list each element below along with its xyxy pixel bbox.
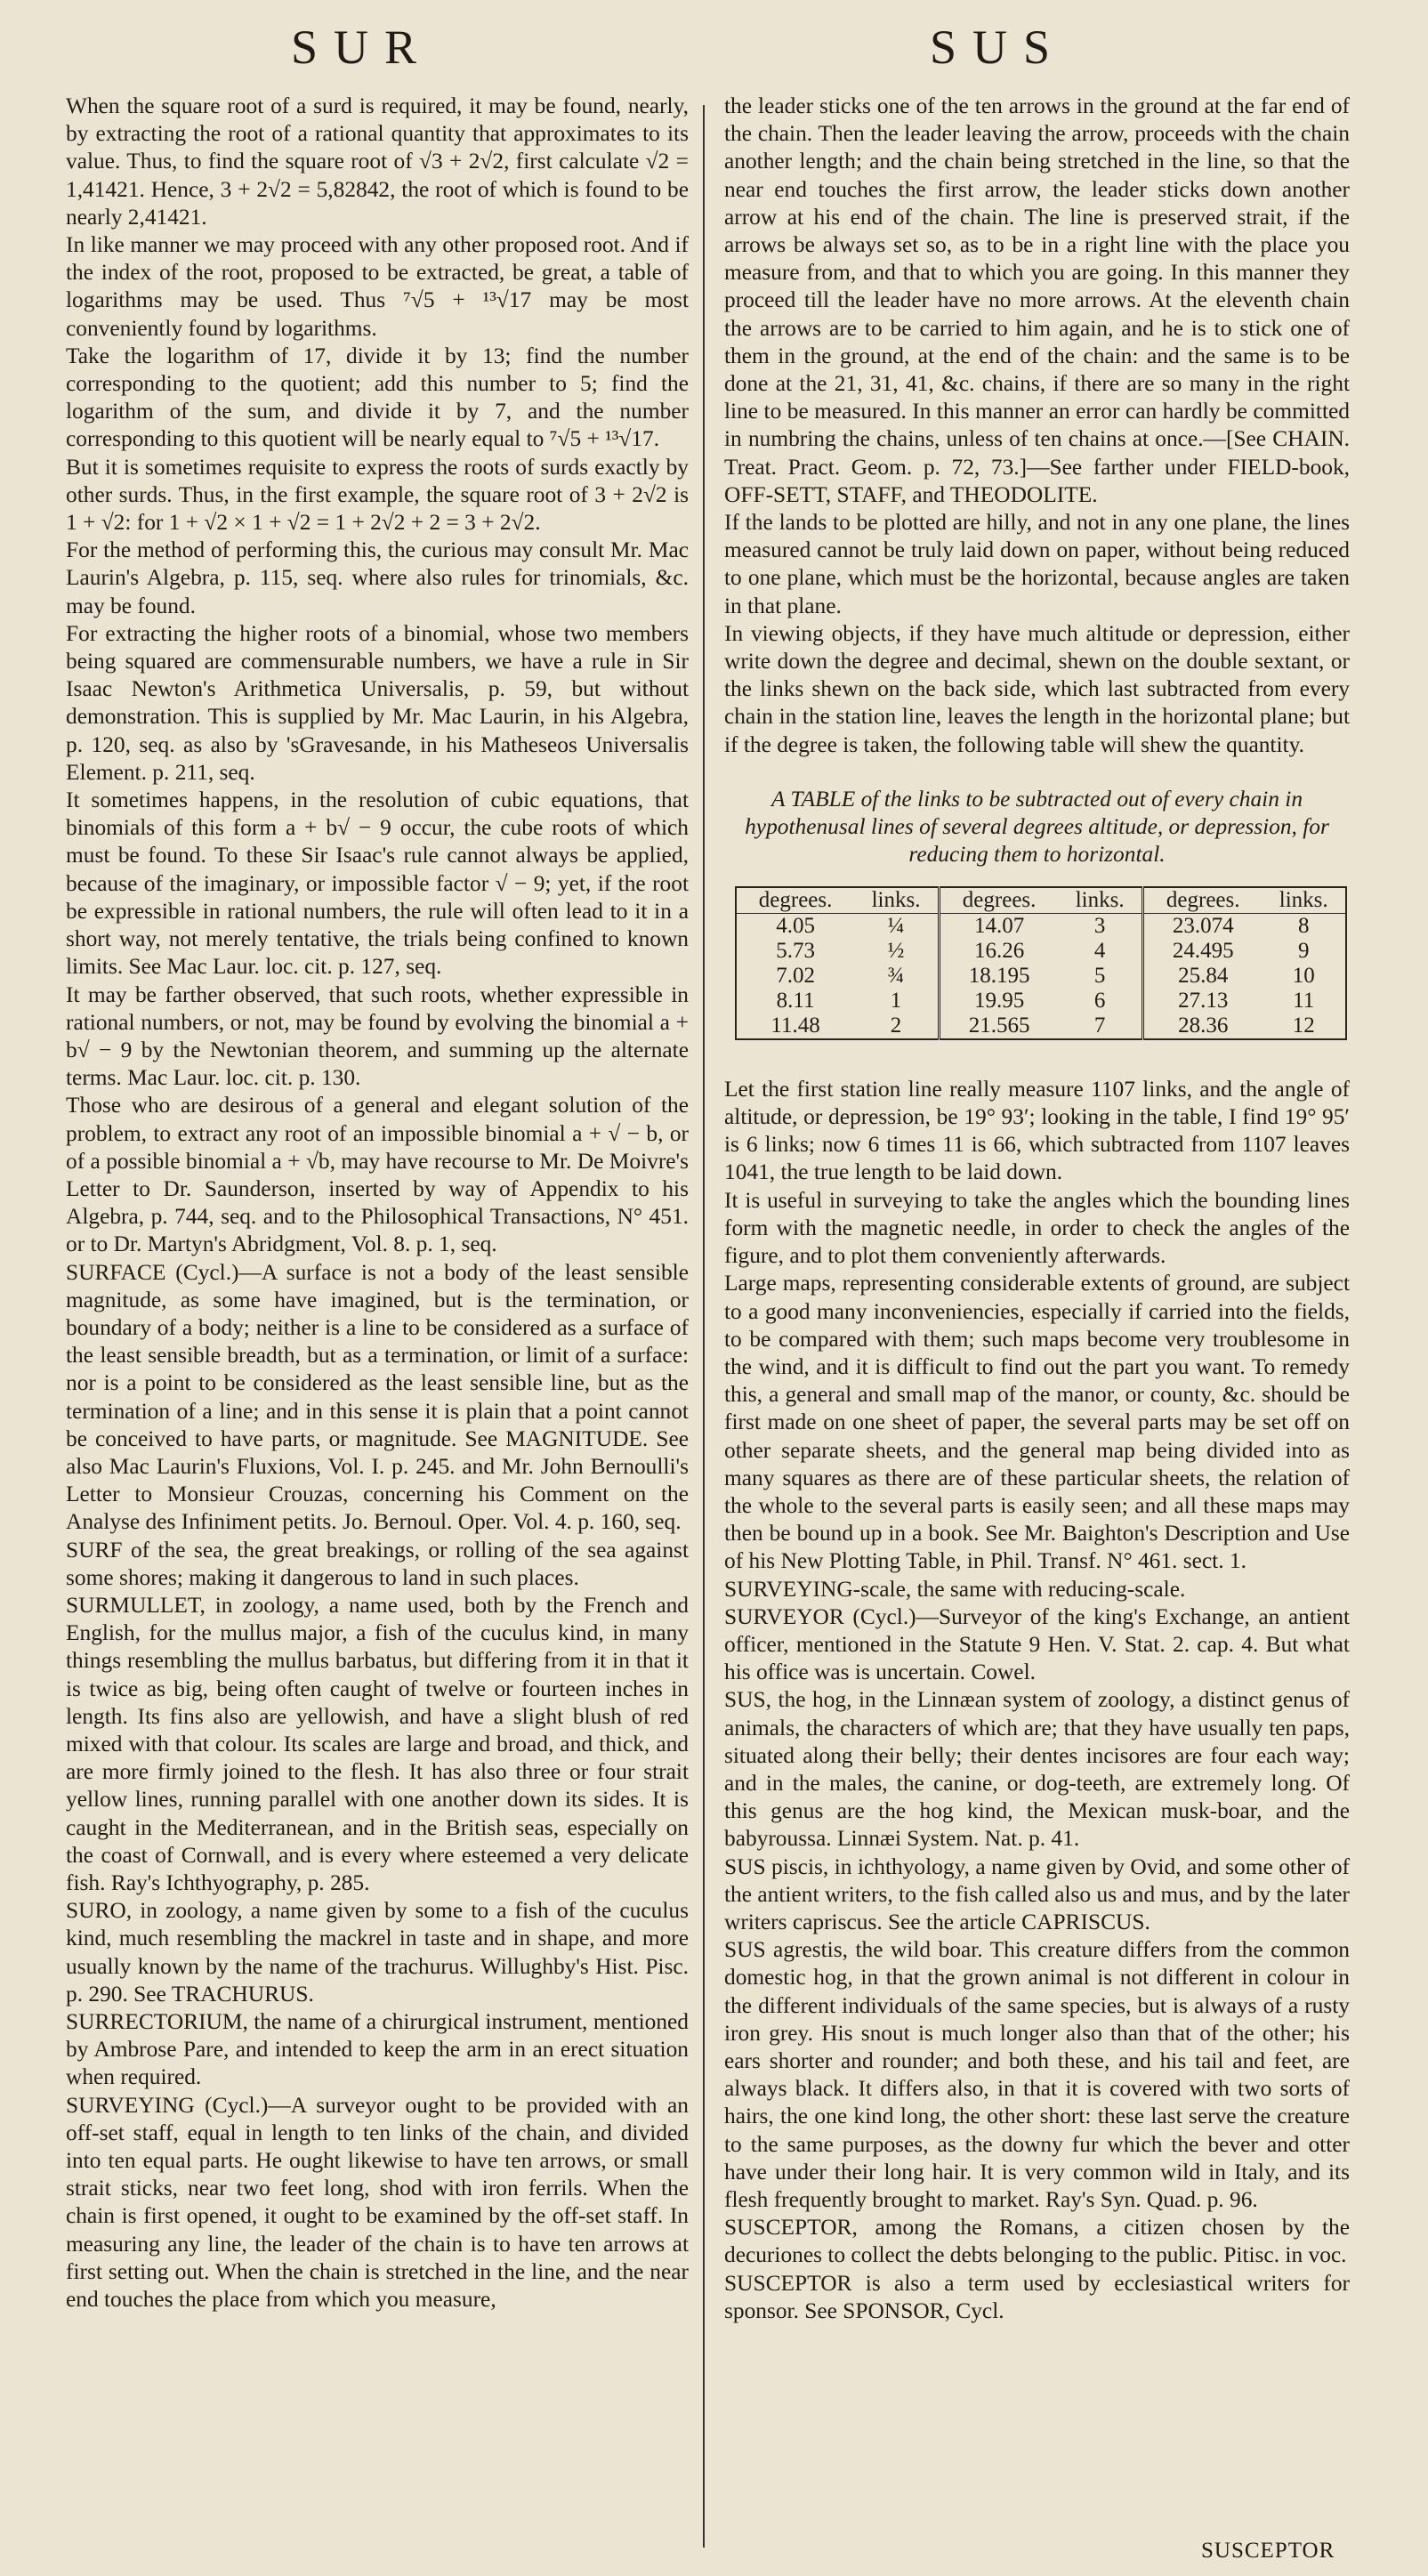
table-cell: 2 <box>890 1013 902 1038</box>
paragraph: Take the logarithm of 17, divide it by 13; find the number corresponding to the quotient; add this number to 5; find the logarithm of the sum, and divide it by 7, and the number corresponding to this quotient will be nearly equal to ⁷√5 + ¹³√17. <box>66 343 689 452</box>
table-cell: 23.074 <box>1143 913 1263 939</box>
table-row <box>736 939 1346 964</box>
table-cell: 25.84 <box>1143 964 1263 989</box>
table-cell: 1 <box>890 988 902 1013</box>
links-table <box>735 886 1347 1040</box>
table-cell: 12 <box>1292 1013 1315 1038</box>
table-header: links. <box>854 887 939 914</box>
paragraph: Large maps, representing considerable extents of ground, are subject to a good many inconveniencies, especially if carried into the fields, to be compared with them; such maps become very troublesome in the wind, and it is difficult to find out the part you want. To remedy this, a general and small map of the manor, or county, &c. should be first made on one sheet of paper, the several parts may be set off on other separate sheets, and the general map being divided into as many squares as there are of these particular sheets, the relation of the whole to the several parts is easily seen; and all these maps may then be bound up in a book. See Mr. Baighton's Description and Use of his New Plotting Table, in Phil. Transf. N° 461. sect. 1. <box>724 1271 1350 1574</box>
table-cell: 28.36 <box>1143 1013 1263 1039</box>
table-cell: 6 <box>1093 988 1106 1013</box>
table-cell: ¼ <box>887 913 905 938</box>
entry-surveying-scale: SURVEYING-scale, the same with reducing-scale. <box>724 1576 1186 1602</box>
header-right: SUS <box>930 20 1067 74</box>
paragraph: It is useful in surveying to take the angles which the bounding lines form with the magnetic needle, in order to check the angles of the figure, and to plot them conveniently afterwards. <box>724 1187 1350 1269</box>
table-cell: 19.95 <box>939 989 1058 1013</box>
table-cell: 10 <box>1292 963 1315 988</box>
table-cell: 7 <box>1093 1013 1106 1038</box>
table-cell: 8 <box>1297 913 1310 938</box>
paragraph: It sometimes happens, in the resolution of cubic equations, that binomials of this form a + b√ − 9 occur, the cube roots of which must be found. To these Sir Isaac's rule cannot always be applied, because of the imaginary, or impossible factor √ − 9; yet, if the root be expressible in rational numbers, the rule will often lead to it in a short way, not merely tentative, the trials being confined to known limits. See Mac Laur. loc. cit. p. 127, seq. <box>66 787 689 980</box>
table-cell: 27.13 <box>1143 989 1263 1013</box>
catchword: SUSCEPTOR <box>1201 2539 1335 2563</box>
entry-sus-piscis: SUS piscis, in ichthyology, a name given by Ovid, and some other of the antient writers, to the fish called also us and mus, and by the later writers capriscus. See the article CAPRISCUS. <box>724 1853 1350 1934</box>
entry-susceptor-2: SUSCEPTOR is also a term used by ecclesiastical writers for sponsor. See SPONSOR, Cycl. <box>724 2270 1350 2323</box>
paragraph: Those who are desirous of a general and elegant solution of the problem, to extract any root of an impossible binomial a + √ − b, or of a possible binomial a + √b, may have recourse to Mr. De Moivre's Letter to Dr. Saunderson, inserted by way of Appendix to his Algebra, p. 744, seq. and to the Philosophical Transactions, N° 451. or to Dr. Martyn's Abridgment, Vol. 8. p. 1, seq. <box>66 1093 689 1257</box>
entry-surmullet: SURMULLET, in zoology, a name used, both by the French and English, for the mullus major, a fish of the cuculus kind, in many things resembling the mullus barbatus, but differing from it in that it is twice as big, being often caught of twelve or fourteen inches in length. Its fins also are yellowish, and have a slight blush of red mixed with that colour. Its scales are large and broad, and thick, and are more firmly joined to the flesh. It has also three or four strait yellow lines, running parallel with one another down its sides. It is caught in the Mediterranean, and in the British seas, especially on the coast of Cornwall, and is every where esteemed a very delicate fish. Ray's Ichthyography, p. 285. <box>66 1592 689 1895</box>
entry-surveyor: SURVEYOR (Cycl.)—Surveyor of the king's Exchange, an antient officer, mentioned in the Statute 9 Hen. V. Stat. 2. cap. 4. But what his office was is uncertain. Cowel. <box>724 1603 1350 1685</box>
table-row <box>736 964 1346 989</box>
paragraph: For extracting the higher roots of a binomial, whose two members being squared are commensurable numbers, we have a rule in Sir Isaac Newton's Arithmetica Universalis, p. 59, but without demonstration. This is supplied by Mr. Mac Laurin, in his Algebra, p. 120, seq. as also by 'sGravesande, in his Matheseos Universalis Element. p. 211, seq. <box>66 620 689 785</box>
paragraph: But it is sometimes requisite to express the roots of surds exactly by other surds. Thus, in the first example, the square root of 3 + 2√2 is 1 + √2: for 1 + √2 × 1 + √2 = 1 + 2√2 + 2 = 3 + 2√2. <box>66 454 689 536</box>
entry-surrectorium: SURRECTORIUM, the name of a chirurgical instrument, mentioned by Ambrose Pare, and intended to keep the arm in an erect situation when required. <box>66 2009 689 2090</box>
table-row <box>736 1013 1346 1039</box>
table-cell: 11 <box>1293 988 1315 1013</box>
table-cell: 18.195 <box>939 964 1058 989</box>
paragraph: When the square root of a surd is required, it may be found, nearly, by extracting the root of a rational quantity that approximates to its value. Thus, to find the square root of √3 + 2√2, first calculate √2 = 1,41421. Hence, 3 + 2√2 = 5,82842, the root of which is found to be nearly 2,41421. <box>66 93 689 230</box>
header-left: SUR <box>291 20 433 74</box>
table-cell: 5 <box>1093 963 1106 988</box>
paragraph: the leader sticks one of the ten arrows in the ground at the far end of the chain. Then the leader leaving the arrow, proceeds with the chain another length; and the chain being stretched in the line, so that the near end touches the first arrow, the leader sticks down another arrow at his end of the chain. The line is preserved strait, if the arrows be always set so, as to be in a right line with the place you measure from, and that to which you are going. In this manner they proceed till the leader have no more arrows. At the eleventh chain the arrows are to be carried to him again, and he is to stick one of them in the ground, at the end of the chain: and the same is to be done at the 21, 31, 41, &c. chains, if there are so many in the right line to be measured. In this manner an error can hardly be committed in numbring the chains, unless of ten chains at once.—[See CHAIN. Treat. Pract. Geom. p. 72, 73.]—See farther under FIELD-book, OFF-SETT, STAFF, and THEODOLITE. <box>724 93 1350 507</box>
entry-surface: SURFACE (Cycl.)—A surface is not a body of the least sensible magnitude, as some have imagined, but is the termination, or boundary of a body; neither is a line to be considered as a surface of the least sensible breadth, but as a termination, or limit of a surface: nor is a point to be considered as the least sensible line, but as the termination of a line; and in this sense it is plain that a point cannot be conceived to have parts, or magnitude. See MAGNITUDE. See also Mac Laurin's Fluxions, Vol. I. p. 245. and Mr. John Bernoulli's Letter to Monsieur Crouzas, concerning his Comment on the Analyse des Infiniment petits. Jo. Bernoul. Oper. Vol. 4. p. 160, seq. <box>66 1259 689 1535</box>
column-divider <box>703 105 705 2548</box>
paragraph: In like manner we may proceed with any other proposed root. And if the index of the root, proposed to be extracted, be great, a table of logarithms may be used. Thus ⁷√5 + ¹³√17 may be most conveniently found by logarithms. <box>66 232 689 341</box>
table-cell: 4.05 <box>776 913 815 938</box>
table-cell: 9 <box>1297 938 1310 963</box>
table-cell: 3 <box>1093 913 1106 938</box>
paragraph: For the method of performing this, the curious may consult Mr. Mac Laurin's Algebra, p. 115, seq. where also rules for trinomials, &c. may be found. <box>66 537 689 618</box>
table-cell: 24.495 <box>1143 939 1263 964</box>
paragraph: If the lands to be plotted are hilly, and not in any one plane, the lines measured cannot be truly laid down on paper, without being reduced to one plane, which must be the horizontal, because angles are taken in that plane. <box>724 510 1350 618</box>
table-header-row <box>736 887 1346 914</box>
table-cell: 4 <box>1093 938 1106 963</box>
right-column <box>724 93 1350 2325</box>
table-caption: A TABLE of the links to be subtracted out of every chain in hypothenusal lines of several degrees altitude, or depression, for reducing them to horizontal. <box>745 786 1329 867</box>
entry-surf: SURF of the sea, the great breakings, or rolling of the sea against some shores; making it dangerous to land in such places. <box>66 1537 689 1590</box>
table-cell: ¾ <box>887 963 905 988</box>
entry-surveying: SURVEYING (Cycl.)—A surveyor ought to be provided with an off-set staff, equal in length to ten links of the chain, and divided into ten equal parts. He ought likewise to have ten arrows, or small strait sticks, near two feet long, shod with iron ferrils. When the chain is first opened, it ought to be examined by the off-set staff. In measuring any line, the leader of the chain is to have ten arrows at first setting out. When the chain is stretched in the line, and the near end touches the place from which you measure, <box>66 2092 689 2313</box>
table-cell: 14.07 <box>939 913 1058 939</box>
table-header: degrees. <box>736 887 854 914</box>
table-cell: 8.11 <box>776 988 815 1013</box>
table-header: links. <box>1262 887 1346 914</box>
table-row <box>736 989 1346 1013</box>
running-header <box>0 20 1428 82</box>
table-header: degrees. <box>1143 887 1263 914</box>
table-cell: 7.02 <box>776 963 815 988</box>
table-header: links. <box>1058 887 1142 914</box>
table-cell: ½ <box>887 938 905 963</box>
table-header: degrees. <box>939 887 1058 914</box>
entry-susceptor: SUSCEPTOR, among the Romans, a citizen chosen by the decuriones to collect the debts belonging to the public. Pitisc. in voc. <box>724 2215 1350 2268</box>
paragraph: In viewing objects, if they have much altitude or depression, either write down the degree and decimal, shewn on the double sextant, or the links shewn on the back side, which last subtracted from every chain in the station line, leaves the length in the horizontal plane; but if the degree is taken, the following table will shew the quantity. <box>724 620 1350 757</box>
table-row <box>736 913 1346 939</box>
table-cell: 16.26 <box>939 939 1058 964</box>
left-column <box>66 93 689 2314</box>
table-cell: 5.73 <box>776 938 815 963</box>
entry-sus-agrestis: SUS agrestis, the wild boar. This creature differs from the common domestic hog, in that the grown animal is not different in colour in the different individuals of the same species, but is always of a rusty iron grey. His snout is much longer also than that of the other; his ears shorter and rounder; and both these, and his tail and feet, are always black. It differs also, in that it is covered with two sorts of hairs, the one kind long, the other short: these last serve the creature to the same purposes, as the downy fur which the bever and otter have under their long hair. It is very common wild in Italy, and its flesh frequently brought to market. Ray's Syn. Quad. p. 96. <box>724 1937 1350 2212</box>
table-cell: 21.565 <box>939 1013 1058 1039</box>
entry-sus: SUS, the hog, in the Linnæan system of zoology, a distinct genus of animals, the characters of which are; that they have usually ten paps, situated along their belly; their dentes incisores are four each way; and in the males, the canine, or dog-teeth, are extremely long. Of this genus are the hog kind, the Mexican musk-boar, and the babyroussa. Linnæi System. Nat. p. 41. <box>724 1687 1350 1852</box>
paragraph: It may be farther observed, that such roots, whether expressible in rational numbers, or not, may be found by evolving the binomial a + b√ − 9 by the Newtonian theorem, and summing up the alternate terms. Mac Laur. loc. cit. p. 130. <box>66 981 689 1091</box>
paragraph: Let the first station line really measure 1107 links, and the angle of altitude, or depression, be 19° 93′; looking in the table, I find 19° 95′ is 6 links; now 6 times 11 is 66, which subtracted from 1107 leaves 1041, the true length to be laid down. <box>724 1076 1350 1185</box>
table-cell: 11.48 <box>770 1013 820 1038</box>
entry-suro: SURO, in zoology, a name given by some to a fish of the cuculus kind, much resembling the mackrel in taste and in shape, and more usually known by the name of the trachurus. Willughby's Hist. Pisc. p. 290. See TRACHURUS. <box>66 1898 689 2007</box>
